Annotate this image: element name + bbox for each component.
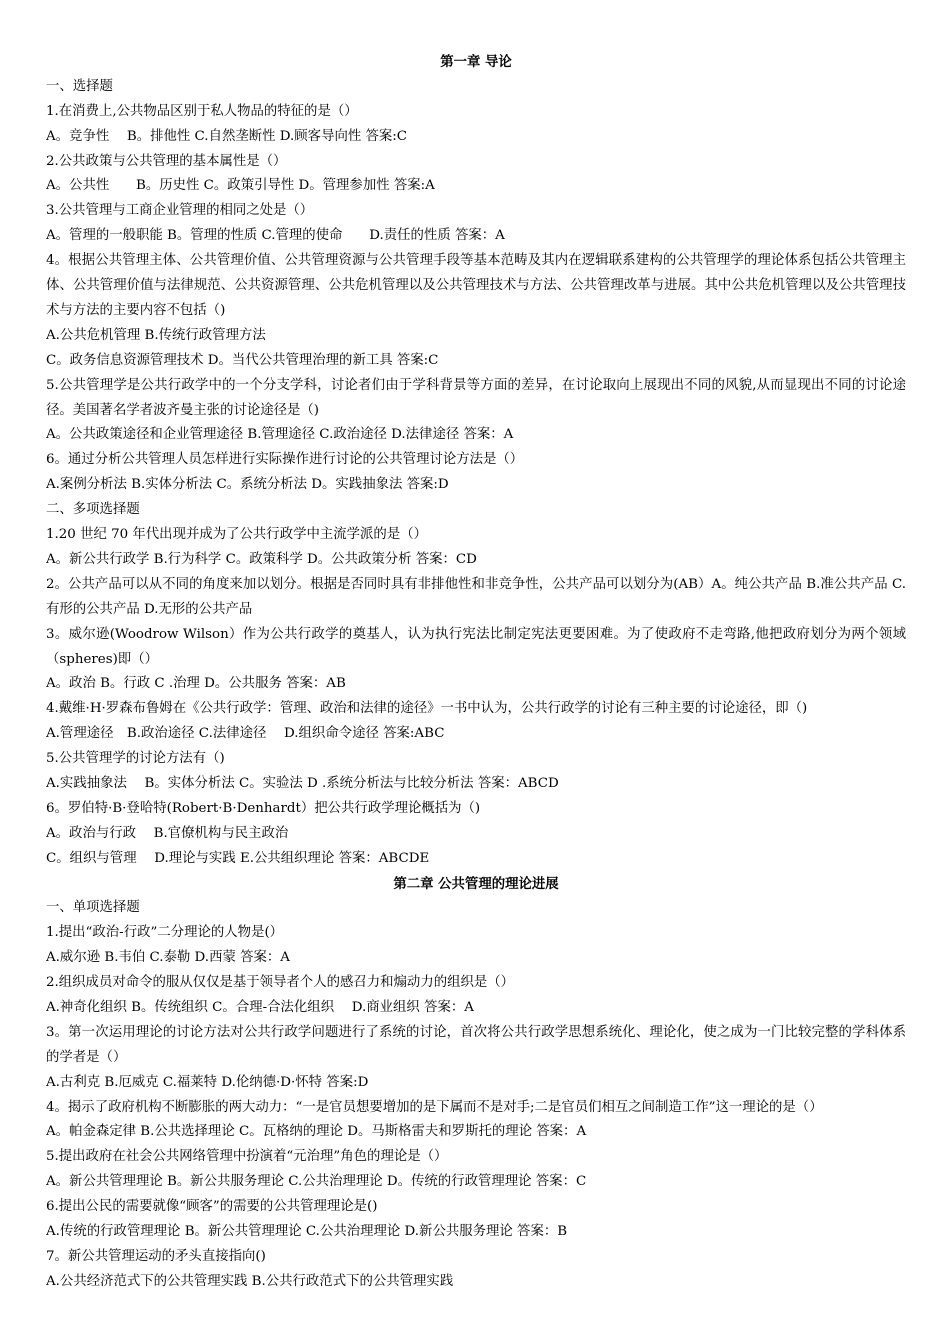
text-line: 6.提出公民的需要就像“顾客”的需要的公共管理理论是() [46, 1199, 378, 1215]
text-line: 6。通过分析公共管理人员怎样进行实际操作进行讨论的公共管理讨论方法是（） [46, 452, 524, 468]
text-line: A.威尔逊 B.韦伯 C.泰勒 D.西蒙 答案：A [46, 950, 290, 966]
text-line: 3。威尔逊(Woodrow Wilson）作为公共行政学的奠基人，认为执行宪法比制定宪法更要困难。为了使政府不走弯路,他把政府划分为两个领域（spheres)即（） [46, 626, 906, 667]
chapter-heading: 第二章 公共管理的理论进展 [393, 875, 559, 892]
text-line: 一、选择题 [46, 78, 113, 94]
text-line: A.管理途径 B.政治途径 C.法律途径 D.组织命令途径 答案:ABC [46, 726, 445, 742]
text-line: 5.公共管理学的讨论方法有（) [46, 751, 225, 767]
text-line: A.公共危机管理 B.传统行政管理方法 [46, 327, 266, 343]
text-line: 1.20 世纪 70 年代出现并成为了公共行政学中主流学派的是（） [46, 527, 427, 542]
text-line: 2.组织成员对命令的服从仅仅是基于领导者个人的感召力和煽动力的组织是（） [46, 975, 515, 991]
text-line: A。新公共行政学 B.行为科学 C。政策科学 D。公共政策分析 答案：CD [46, 551, 477, 567]
text-line: 6。罗伯特·B·登哈特(Robert·B·Denhardt）把公共行政学理论概括为（) [46, 800, 481, 816]
text-line: A.传统的行政管理理论 B。新公共管理理论 C.公共治理理论 D.新公共服务理论 答案：B [46, 1224, 568, 1240]
text-line: A。政治 B。行政 C .治理 D。公共服务 答案：AB [46, 676, 346, 692]
text-line: A。帕金森定律 B.公共选择理论 C。瓦格纳的理论 D。马斯格雷夫和罗斯托的理论 答案：A [46, 1124, 587, 1140]
text-line: C。政务信息资源管理技术 D。当代公共管理治理的新工具 答案:C [46, 352, 439, 368]
text-line: A。新公共管理理论 B。新公共服务理论 C.公共治理理论 D。传统的行政管理理论 答案：C [46, 1174, 587, 1190]
text-line: 二、多项选择题 [46, 502, 140, 518]
text-line: A。公共政策途径和企业管理途径 B.管理途径 C.政治途径 D.法律途径 答案：A [46, 427, 514, 443]
text-line: A.神奇化组织 B。传统组织 C。合理-合法化组织 D.商业组织 答案：A [46, 999, 474, 1015]
text-line: 一、单项选择题 [46, 900, 140, 916]
chapter-heading: 第一章 导论 [440, 54, 512, 70]
text-line: A.实践抽象法 B。实体分析法 C。实验法 D .系统分析法与比较分析法 答案：ABCD [46, 775, 559, 791]
text-line: A。政治与行政 B.官僚机构与民主政治 [46, 825, 289, 841]
text-line: 5.公共管理学是公共行政学中的一个分支学科，讨论者们由于学科背景等方面的差异，在讨论取向上展现出不同的风貌,从而显现出不同的讨论途径。美国著名学者波齐曼主张的讨论途径是（) [46, 377, 906, 418]
text-line: 2。公共产品可以从不同的角度来加以划分。根据是否同时具有非排他性和非竞争性，公共产品可以划分为(AB）A。纯公共产品 B.准公共产品 C.有形的公共产品 D.无形的公共产品 [46, 576, 906, 617]
text-line: 3。第一次运用理论的讨论方法对公共行政学问题进行了系统的讨论，首次将公共行政学思想系统化、理论化，使之成为一门比较完整的学科体系的学者是（） [46, 1024, 906, 1065]
text-line: A.公共经济范式下的公共管理实践 B.公共行政范式下的公共管理实践 [46, 1273, 454, 1289]
text-line: A。管理的一般职能 B。管理的性质 C.管理的使命 D.责任的性质 答案：A [46, 228, 505, 244]
text-line: 4。揭示了政府机构不断膨胀的两大动力：“一是官员想要增加的是下属而不是对手;二是官员们相互之间制造工作”这一理论的是（） [46, 1099, 823, 1115]
text-line: 4.戴维·H·罗森布鲁姆在《公共行政学：管理、政治和法律的途径》一书中认为，公共行政学的讨论有三种主要的讨论途径，即（) [46, 701, 808, 717]
text-line: 1.在消费上,公共物品区别于私人物品的特征的是（） [46, 103, 358, 119]
text-line: 3.公共管理与工商企业管理的相同之处是（） [46, 203, 314, 219]
text-line: 1.提出“政治-行政”二分理论的人物是(） [46, 925, 284, 941]
text-line: A。公共性 B。历史性 C。政策引导性 D。管理参加性 答案:A [46, 178, 435, 194]
text-line: 4。根据公共管理主体、公共管理价值、公共管理资源与公共管理手段等基本范畴及其内在逻辑联系建构的公共管理学的理论体系包括公共管理主体、公共管理价值与法律规范、公共资源管理、公共危机管理以及公共管理技术与方法、公共管理改革与进展。其中公共危机管理以及公共管理技术与方法的主要内容不包括（) [46, 253, 906, 318]
text-line: 5.提出政府在社会公共网络管理中扮演着“元治理”角色的理论是（） [46, 1149, 448, 1165]
text-line: A。竞争性 B。排他性 C.自然垄断性 D.顾客导向性 答案:C [46, 128, 408, 144]
text-line: 2.公共政策与公共管理的基本属性是（） [46, 153, 287, 169]
text-line: C。组织与管理 D.理论与实践 E.公共组织理论 答案：ABCDE [46, 850, 430, 866]
text-line: 7。新公共管理运动的矛头直接指向() [46, 1248, 266, 1264]
text-line: A.案例分析法 B.实体分析法 C。系统分析法 D。实践抽象法 答案:D [46, 477, 449, 493]
text-line: A.古利克 B.厄威克 C.福莱特 D.伦纳德·D·怀特 答案:D [46, 1074, 369, 1090]
